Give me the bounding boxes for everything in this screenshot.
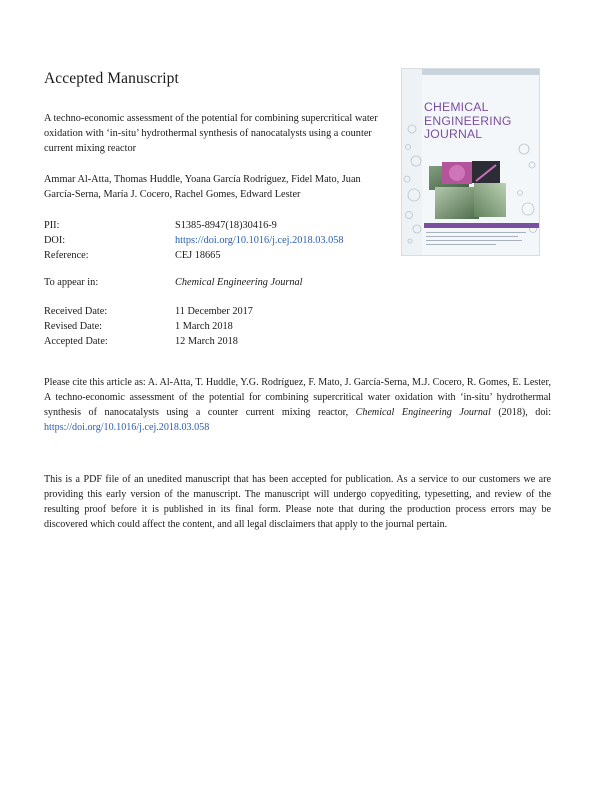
citation-middle: (2018), doi: [490, 407, 551, 419]
journal-cover-image [401, 68, 540, 256]
citation-journal: Chemical Engineering Journal [355, 407, 491, 419]
journal-name: Chemical Engineering Journal [175, 277, 303, 288]
accepted-date-label: Accepted Date: [44, 336, 108, 347]
cover-text-line [426, 240, 522, 241]
accepted-date-value: 12 March 2018 [175, 336, 238, 347]
received-date-label: Received Date: [44, 306, 108, 317]
manuscript-heading: Accepted Manuscript [44, 70, 179, 87]
citation-paragraph [44, 375, 551, 435]
article-authors: Ammar Al-Atta, Thomas Huddle, Yoana García Rodríguez, Fidel Mato, Juan García-Serna, María J. Cocero, Rachel Gomes, Edward Lester [44, 174, 361, 201]
reference-value: CEJ 18665 [175, 250, 221, 261]
revised-date-value: 1 March 2018 [175, 321, 233, 332]
disclaimer-paragraph: This is a PDF file of an unedited manuscript that has been accepted for publication. As a service to our customers we are providing this early version of the manuscript. The manuscript will undergo copyediting, typesetting, and review of the resulting proof before it is published in its final form. Please note that during the production process errors may be discovered which could affect the content, and all legal disclaimers that apply to the journal pertain. [44, 474, 551, 531]
revised-date-label: Revised Date: [44, 321, 103, 332]
doi-link[interactable]: https://doi.org/10.1016/j.cej.2018.03.058 [175, 235, 344, 246]
received-date-value: 11 December 2017 [175, 306, 253, 317]
reference-label: Reference: [44, 250, 89, 261]
pii-label: PII: [44, 220, 60, 231]
cover-text-line [426, 244, 496, 245]
cover-purple-band [424, 223, 539, 228]
doi-label: DOI: [44, 235, 66, 246]
citation-text: Please cite this article as: A. Al-Atta, T. Huddle, Y.G. Rodríguez, F. Mato, J. García-Serna, M.J. Cocero, R. Gomes, E. Lester, A techno-economic assessment of the potential for combining supercritical water oxidation with ‘in-situ’ hydrothermal synthesis of nanocatalysts using a counter current mixing reactor, [44, 377, 551, 419]
cover-text-line [426, 232, 526, 233]
pii-value: S1385-8947(18)30416-9 [175, 220, 277, 231]
article-title: A techno-economic assessment of the potential for combining supercritical water oxidation with ‘in-situ’ hydrothermal synthesis of nanocatalysts using a counter current mixing reactor [44, 113, 378, 155]
citation-doi-link[interactable]: https://doi.org/10.1016/j.cej.2018.03.058 [44, 422, 210, 434]
appear-in-label: To appear in: [44, 277, 99, 288]
cover-journal-title: CHEMICAL ENGINEERING JOURNAL [424, 100, 512, 142]
cover-left-strip [402, 69, 422, 255]
cover-text-line [426, 236, 518, 237]
